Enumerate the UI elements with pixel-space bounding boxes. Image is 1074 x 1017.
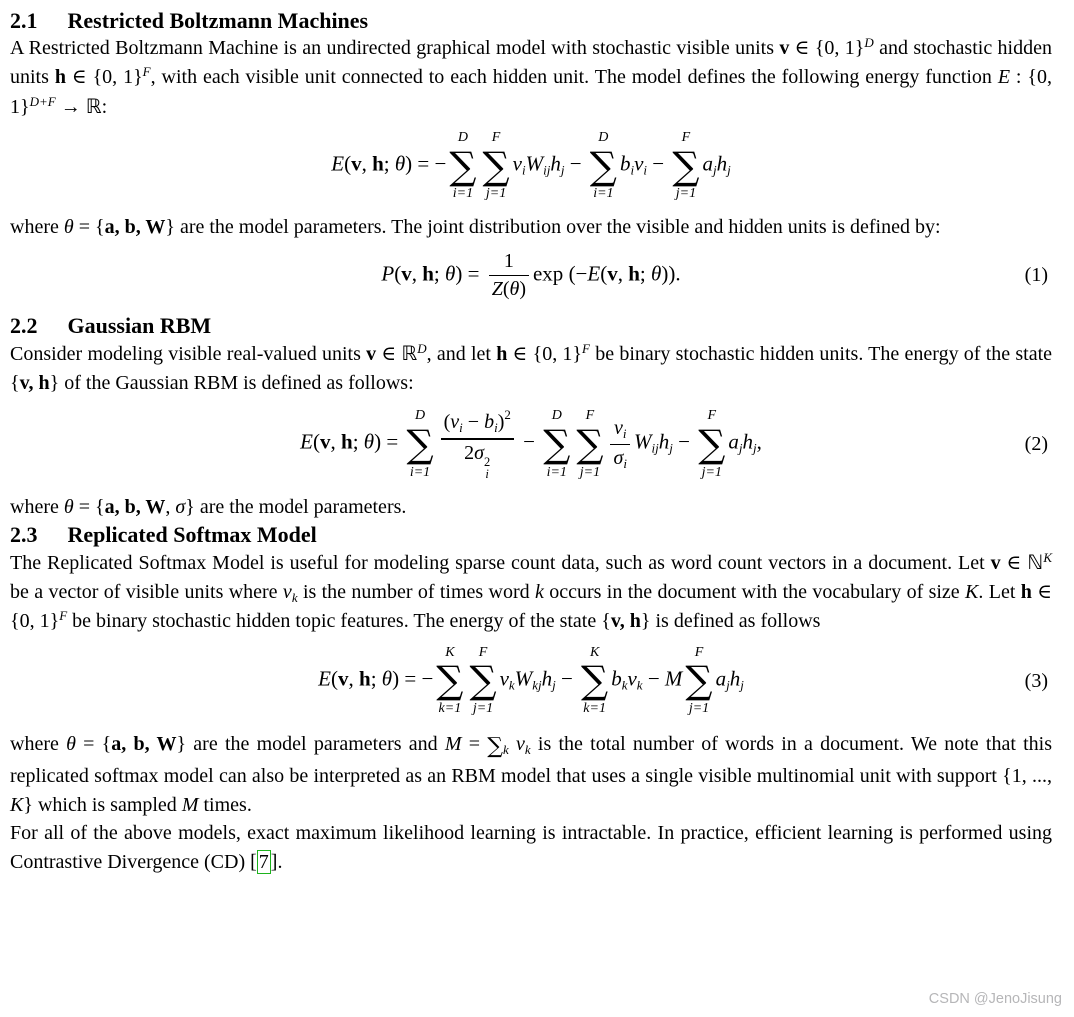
sum-operator: K ∑ k=1 bbox=[436, 644, 464, 717]
fraction: $\frac{1}{Z(\theta)}$ bbox=[489, 250, 529, 301]
section-title: Restricted Boltzmann Machines bbox=[67, 8, 369, 33]
equation-number: (3) bbox=[1024, 669, 1048, 692]
paragraph-softmax-intro: The Replicated Softmax Model is useful for modeling sparse count data, such as word count vectors in a document. Let v ∈ ℕ$^K$ be a vector of visible units where $v_k$ is the number of times word k occurs in the document with the vocabulary of size K. Let h ∈ {0, 1}$^F$ be binary stochastic hidden topic features. The energy of the state {v, h} is defined as follows bbox=[10, 550, 1053, 633]
sum-operator: D ∑ i=1 bbox=[589, 130, 617, 202]
inline-sum-operator: ∑ bbox=[487, 733, 504, 759]
equation-number: (1) bbox=[1024, 264, 1048, 287]
equation-gaussian-energy: E(v, h; θ) = D ∑ i=1 $(v_i - b_i)^2$ 2σ 2 i − D ∑ i=1 F ∑ j=1 $\frac{v_i}{\sigma_i}$ Wijhj − F ∑ j=1 ajhj, (2) bbox=[300, 407, 1048, 482]
paragraph-softmax-params: where θ = {a, b, W} are the model parameters and $M = \sum_k$ $v_k$ is the total number of words in a document. We note that this replicated softmax model can also be interpreted as an RBM model that uses a single visible multinomial unit with support {1, ..., K} which is sampled M times. bbox=[10, 732, 1053, 816]
section-heading-2-3 bbox=[10, 522, 1052, 548]
sum-operator: F ∑ j=1 bbox=[469, 644, 497, 717]
section-title: Replicated Softmax Model bbox=[67, 521, 317, 547]
paragraph-rbm-params: where θ = {a, b, W} are the model parameters. The joint distribution over the visible and hidden units is defined by: bbox=[10, 215, 941, 238]
sum-operator: F ∑ j=1 bbox=[482, 130, 510, 202]
watermark: CSDN @JenoJisung bbox=[928, 991, 1062, 1007]
paragraph-gaussian-params: where θ = {a, b, W, σ} are the model parameters. bbox=[10, 496, 407, 519]
equation-number: (2) bbox=[1024, 433, 1048, 456]
section-number: 2.2 bbox=[10, 312, 38, 338]
sum-operator: F ∑ j=1 bbox=[685, 644, 713, 717]
paragraph-gaussian-intro: Consider modeling visible real-valued units v ∈ ℝ$^D$, and let h ∈ {0, 1}$^F$ be binary stochastic hidden units. The energy of the state {v, h} of the Gaussian RBM is defined as follows: bbox=[10, 341, 1053, 394]
section-number: 2.1 bbox=[10, 8, 38, 33]
section-heading-2-2 bbox=[10, 313, 1052, 339]
equation-joint-distribution: P(v, h; θ) = $\frac{1}{Z(\theta)}$ exp (−E(v, h; θ)). (1) bbox=[381, 249, 1048, 300]
paragraph-rbm-intro: A Restricted Boltzmann Machine is an undirected graphical model with stochastic visible units v ∈ {0, 1}$^D$ and stochastic hidden units h ∈ {0, 1}$^F$, with each visible unit connected to each hidden unit. The model defines the following energy function E : {0, 1}$^{D+F}$ → ℝ: bbox=[10, 35, 1053, 118]
sub-sup-stack: 2 i bbox=[484, 454, 491, 482]
section-heading-2-1 bbox=[10, 8, 1052, 34]
sum-operator: D ∑ i=1 bbox=[449, 130, 477, 202]
sum-operator: F ∑ j=1 bbox=[576, 408, 604, 480]
equation-rbm-energy: E(v, h; θ) = − D ∑ i=1 F ∑ j=1 viWijhj − D ∑ i=1 bivi − F ∑ j=1 ajhj bbox=[331, 130, 731, 202]
sum-operator: K ∑ k=1 bbox=[581, 644, 609, 717]
fraction: $\frac{v_i}{\sigma_i}$ bbox=[610, 417, 630, 472]
sum-operator: F ∑ j=1 bbox=[672, 130, 700, 202]
fraction: $(v_i - b_i)^2$ 2σ 2 i bbox=[441, 408, 514, 480]
sum-operator: D ∑ i=1 bbox=[406, 408, 434, 480]
section-title: Gaussian RBM bbox=[67, 312, 212, 338]
citation-link-7[interactable]: 7 bbox=[258, 850, 269, 873]
sum-operator: D ∑ i=1 bbox=[543, 408, 571, 480]
section-number: 2.3 bbox=[10, 521, 38, 547]
paragraph-learning: For all of the above models, exact maximum likelihood learning is intractable. In practice, efficient learning is performed using Contrastive Divergence (CD) [ 7 ]. bbox=[10, 822, 1052, 873]
equation-softmax-energy: E(v, h; θ) = − K ∑ k=1 F ∑ j=1 vkWkjhj − K ∑ k=1 bkvk − M F ∑ j=1 ajhj (3) bbox=[318, 644, 1048, 717]
sum-operator: F ∑ j=1 bbox=[698, 408, 726, 480]
